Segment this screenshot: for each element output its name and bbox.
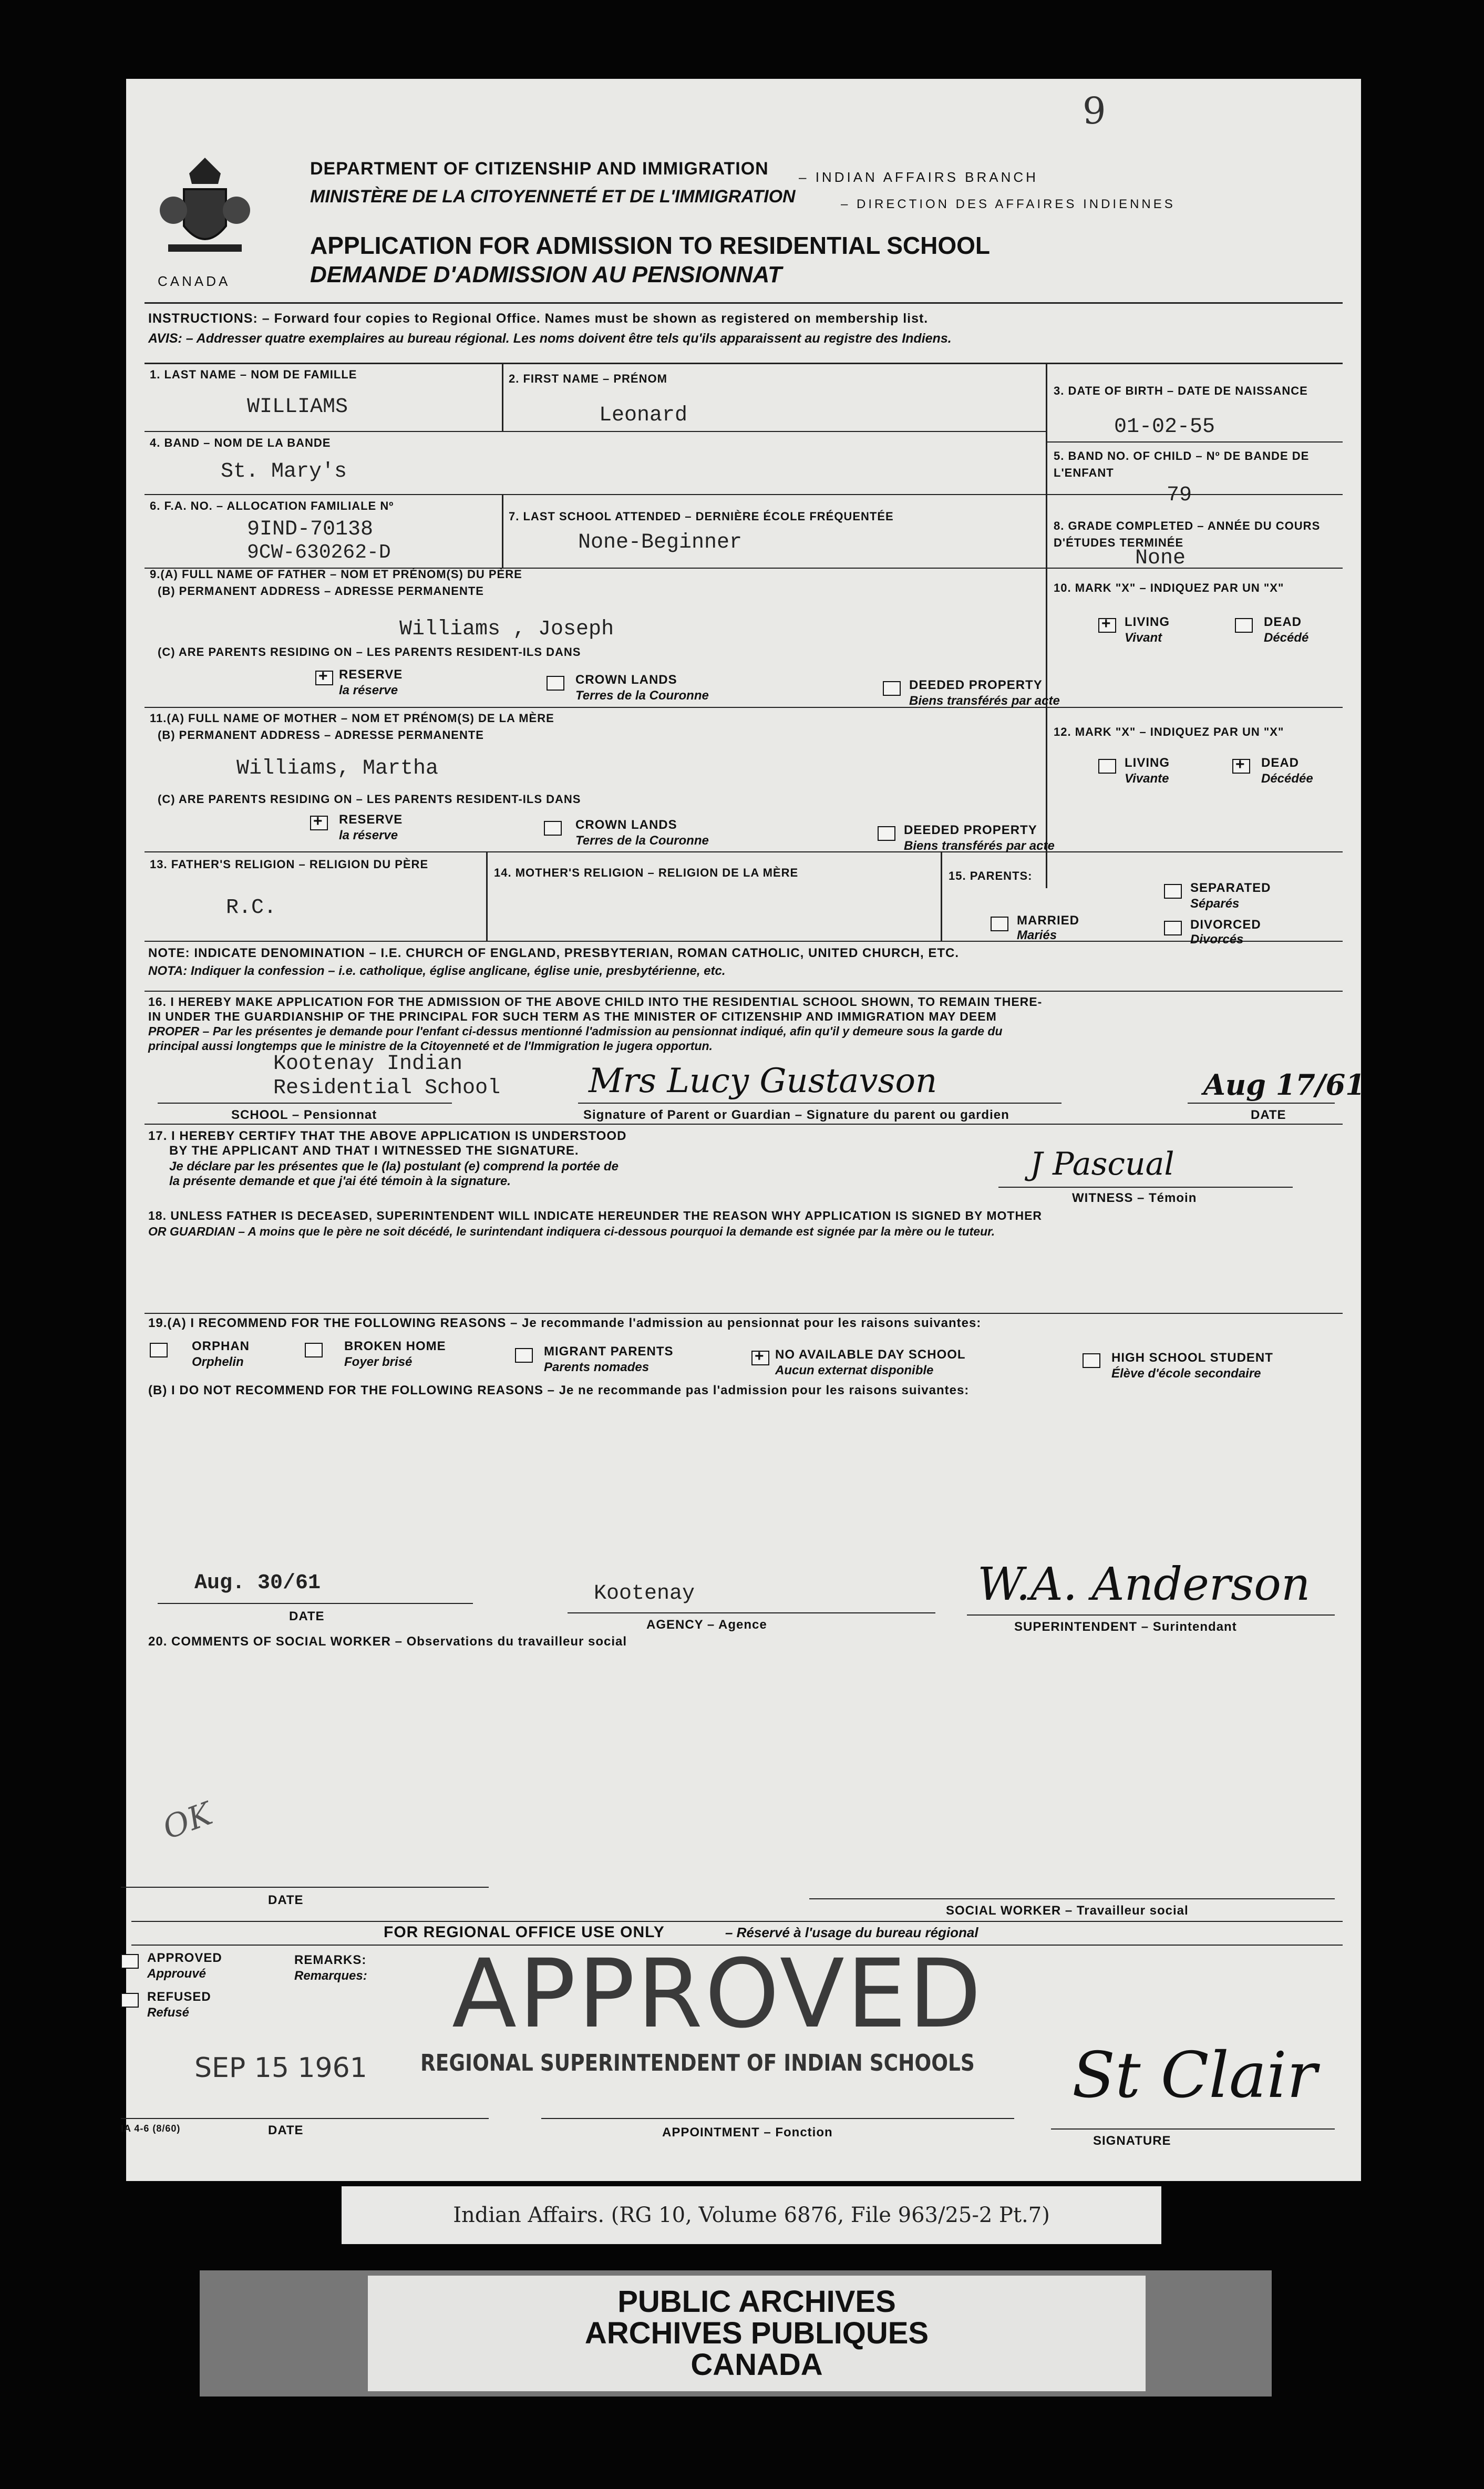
department-en: DEPARTMENT OF CITIZENSHIP AND IMMIGRATION — [310, 159, 769, 179]
mother-reserve-checkbox[interactable] — [310, 816, 328, 830]
refused-checkbox[interactable] — [121, 1993, 139, 2008]
mother-dead-checkbox[interactable] — [1232, 759, 1250, 774]
father-deeded-label: DEEDED PROPERTY — [909, 678, 1043, 692]
band-value[interactable]: St. Mary's — [221, 460, 347, 484]
mother-residing-label: (C) ARE PARENTS RESIDING ON – LES PARENTS RESIDENT-ILS DANS — [158, 793, 581, 806]
broken-home-checkbox[interactable] — [305, 1343, 323, 1357]
branch-fr-text: DIRECTION DES AFFAIRES INDIENNES — [857, 197, 1176, 211]
father-name-value[interactable]: Williams , Joseph — [399, 618, 614, 641]
father-crown-label: CROWN LANDS — [575, 673, 677, 687]
s19-b: (B) I DO NOT RECOMMEND FOR THE FOLLOWING REASONS – Je ne recommande pas l'admission pour les raisons suivantes: — [148, 1383, 970, 1397]
grade-label: 8. GRADE COMPLETED – ANNÉE DU COURS D'ÉTUDES TERMINÉE — [1054, 519, 1321, 549]
remarks-label: REMARKS: — [294, 1953, 367, 1967]
approved-stamp-subtitle: REGIONAL SUPERINTENDENT OF INDIAN SCHOOLS — [420, 2050, 975, 2076]
married-fr: Mariés — [1017, 928, 1057, 942]
witness-signature: J Pascual — [1030, 1146, 1174, 1182]
father-address-label: (B) PERMANENT ADDRESS – ADRESSE PERMANENTE — [158, 584, 484, 598]
parent-sign-date: Aug 17/61 — [1203, 1068, 1365, 1102]
approved-stamp-date: SEP 15 1961 — [194, 2052, 367, 2084]
father-dead-label: DEAD — [1264, 615, 1302, 629]
mother-crown-checkbox[interactable] — [544, 821, 562, 836]
father-reserve-label: RESERVE — [339, 667, 403, 682]
agency-value[interactable]: Kootenay — [594, 1582, 695, 1606]
parents-label: 15. PARENTS: — [949, 869, 1033, 882]
fa-no-value-2[interactable]: 9CW-630262-D — [247, 541, 391, 564]
s16-line3: PROPER – Par les présentes je demande pour l'enfant ci-dessus mentionné l'admission au pensionnat indiqué, afin qu'il y demeure sous la garde du — [148, 1024, 1003, 1038]
married-label: MARRIED — [1017, 913, 1079, 928]
mother-crown-label: CROWN LANDS — [575, 818, 677, 832]
note-fr: NOTA: Indiquer la confession – i.e. catholique, église anglicane, église unie, presbytérienne, etc. — [148, 964, 726, 978]
s16-line1: 16. I HEREBY MAKE APPLICATION FOR THE ADMISSION OF THE ABOVE CHILD INTO THE RESIDENTIAL SCHOOL SHOWN, TO REMAIN THERE- — [148, 995, 1043, 1009]
last-school-value[interactable]: None-Beginner — [578, 531, 743, 554]
mark-x-10-label: 10. MARK "X" – INDIQUEZ PAR UN "X" — [1054, 581, 1284, 594]
comment-date-label: DATE — [268, 1893, 304, 1907]
school-name-1[interactable]: Kootenay Indian — [273, 1052, 463, 1076]
father-living-label: LIVING — [1125, 615, 1170, 629]
s16-line2: IN UNDER THE GUARDIANSHIP OF THE PRINCIPAL FOR SUCH TERM AS THE MINISTER OF CITIZENSHIP AND IMMIGRATION MAY DEEM — [148, 1010, 997, 1023]
appointment-label: APPOINTMENT – Fonction — [662, 2125, 833, 2140]
mother-deeded-label: DEEDED PROPERTY — [904, 823, 1037, 837]
pa-line3: CANADA — [691, 2348, 823, 2382]
no-day-school-checkbox[interactable] — [751, 1351, 769, 1365]
remarks-fr: Remarques: — [294, 1969, 367, 1983]
broken-home-fr: Foyer brisé — [344, 1355, 413, 1369]
father-residing-label: (C) ARE PARENTS RESIDING ON – LES PARENTS RESIDENT-ILS DANS — [158, 645, 581, 659]
divorced-fr: Divorcés — [1190, 932, 1244, 947]
approved-label: APPROVED — [147, 1951, 222, 1965]
fa-no-label: 6. F.A. NO. – ALLOCATION FAMILIALE Nº — [150, 499, 394, 512]
s17-line3: Je déclare par les présentes que le (la) postulant (e) comprend la portée de — [169, 1159, 619, 1174]
s19-a: 19.(A) I RECOMMEND FOR THE FOLLOWING REASONS – Je recommande l'admission au pensionnat pour les raisons suivantes: — [148, 1316, 982, 1330]
mother-dead-fr: Décédée — [1261, 772, 1313, 786]
band-label: 4. BAND – NOM DE LA BANDE — [150, 436, 331, 449]
father-religion-value[interactable]: R.C. — [226, 896, 277, 920]
father-crown-checkbox[interactable] — [547, 676, 564, 691]
father-living-fr: Vivant — [1125, 631, 1162, 645]
approved-checkbox[interactable] — [121, 1954, 139, 1969]
witness-label: WITNESS – Témoin — [1072, 1191, 1197, 1205]
form-title-fr: DEMANDE D'ADMISSION AU PENSIONNAT — [310, 262, 782, 287]
parent-signature: Mrs Lucy Gustavson — [589, 1062, 937, 1100]
signature-label: SIGNATURE — [1093, 2134, 1171, 2148]
mother-crown-fr: Terres de la Couronne — [575, 834, 709, 848]
dob-value[interactable]: 01-02-55 — [1114, 415, 1215, 439]
mark-x-12-label: 12. MARK "X" – INDIQUEZ PAR UN "X" — [1054, 725, 1284, 738]
handwritten-ok: OK — [158, 1795, 218, 1847]
married-checkbox[interactable] — [991, 917, 1008, 931]
no-day-school-fr: Aucun externat disponible — [775, 1363, 934, 1377]
migrant-label: MIGRANT PARENTS — [544, 1344, 674, 1359]
corner-mark: 9 — [1083, 89, 1106, 132]
fa-no-value-1[interactable]: 9IND-70138 — [247, 518, 374, 541]
branch-en-text: INDIAN AFFAIRS BRANCH — [815, 169, 1038, 185]
mother-living-label: LIVING — [1125, 756, 1170, 770]
father-deeded-checkbox[interactable] — [883, 681, 901, 696]
school-name-2[interactable]: Residential School — [273, 1076, 501, 1100]
social-worker-label: SOCIAL WORKER – Travailleur social — [946, 1904, 1189, 1918]
father-reserve-checkbox[interactable] — [315, 671, 333, 685]
approved-stamp: APPROVED — [452, 1939, 984, 2049]
migrant-checkbox[interactable] — [515, 1348, 533, 1363]
band-no-label: 5. BAND NO. OF CHILD – Nº DE BANDE DE L'ENFANT — [1054, 449, 1310, 479]
mother-reserve-label: RESERVE — [339, 812, 403, 827]
father-deeded-fr: Biens transférés par acte — [909, 694, 1060, 708]
divorced-checkbox[interactable] — [1164, 921, 1182, 935]
branch-fr: – DIRECTION DES AFFAIRES INDIENNES — [841, 197, 1176, 211]
refused-label: REFUSED — [147, 1990, 211, 2004]
father-dead-checkbox[interactable] — [1235, 618, 1253, 633]
last-name-value[interactable]: WILLIAMS — [247, 395, 348, 419]
regional-signature: St Clair — [1072, 2039, 1317, 2112]
s20-label: 20. COMMENTS OF SOCIAL WORKER – Observations du travailleur social — [148, 1634, 627, 1649]
father-reserve-fr: la réserve — [339, 683, 398, 697]
school-label: SCHOOL – Pensionnat — [231, 1108, 377, 1122]
mother-religion-label: 14. MOTHER'S RELIGION – RELIGION DE LA MÈRE — [494, 866, 799, 879]
note-en: NOTE: INDICATE DENOMINATION – I.E. CHURCH OF ENGLAND, PRESBYTERIAN, ROMAN CATHOLIC, UNITED CHURCH, ETC. — [148, 946, 959, 960]
agency-label: AGENCY – Agence — [646, 1618, 767, 1632]
separated-checkbox[interactable] — [1164, 884, 1182, 899]
mother-address-label: (B) PERMANENT ADDRESS – ADRESSE PERMANENTE — [158, 728, 484, 742]
orphan-label: ORPHAN — [192, 1339, 250, 1353]
father-dead-fr: Décédé — [1264, 631, 1309, 645]
high-school-fr: Élève d'école secondaire — [1111, 1366, 1261, 1381]
broken-home-label: BROKEN HOME — [344, 1339, 446, 1353]
s17-line1: 17. I HEREBY CERTIFY THAT THE ABOVE APPLICATION IS UNDERSTOOD — [148, 1129, 627, 1143]
grade-value[interactable]: None — [1135, 547, 1186, 570]
mother-living-fr: Vivante — [1125, 772, 1169, 786]
parent-date-label: DATE — [1251, 1108, 1286, 1122]
branch-en: – INDIAN AFFAIRS BRANCH — [799, 169, 1038, 185]
canada-coat-of-arms-icon — [152, 152, 257, 268]
last-name-label: 1. LAST NAME – NOM DE FAMILLE — [150, 368, 357, 381]
no-day-school-label: NO AVAILABLE DAY SCHOOL — [775, 1348, 966, 1362]
instructions-fr: AVIS: – Addresser quatre exemplaires au bureau régional. Les noms doivent être tels qu'ils apparaissent au registre des Indiens. — [148, 331, 952, 346]
father-crown-fr: Terres de la Couronne — [575, 688, 709, 703]
band-no-value[interactable]: 79 — [1167, 484, 1192, 507]
s16-line4: principal aussi longtemps que le ministre de la Citoyenneté et de l'Immigration le jugera opportun. — [148, 1039, 713, 1053]
regional-heading-en: FOR REGIONAL OFFICE USE ONLY — [384, 1924, 665, 1941]
separated-fr: Séparés — [1190, 897, 1240, 911]
superintendent-signature: W.A. Anderson — [977, 1558, 1311, 1611]
mother-living-checkbox[interactable] — [1098, 759, 1116, 774]
regional-heading-fr: – Réservé à l'usage du bureau régional — [725, 1925, 978, 1940]
parent-signature-label: Signature of Parent or Guardian – Signature du parent ou gardien — [583, 1108, 1009, 1122]
form-title-en: APPLICATION FOR ADMISSION TO RESIDENTIAL SCHOOL — [310, 232, 991, 259]
last-school-label: 7. LAST SCHOOL ATTENDED – DERNIÈRE ÉCOLE FRÉQUENTÉE — [509, 510, 894, 523]
recommend-date-label: DATE — [289, 1609, 325, 1623]
mother-name-value[interactable]: Williams, Martha — [236, 757, 439, 780]
mother-name-label: 11.(A) FULL NAME OF MOTHER – NOM ET PRÉNOM(S) DE LA MÈRE — [150, 712, 554, 725]
pa-line2: ARCHIVES PUBLIQUES — [584, 2316, 929, 2350]
first-name-label: 2. FIRST NAME – PRÉNOM — [509, 372, 667, 385]
s17-line2: BY THE APPLICANT AND THAT I WITNESSED THE SIGNATURE. — [169, 1144, 579, 1158]
s17-line4: la présente demande et que j'ai été témoin à la signature. — [169, 1174, 511, 1188]
father-religion-label: 13. FATHER'S RELIGION – RELIGION DU PÈRE — [150, 858, 429, 871]
regional-date-label: DATE — [268, 2123, 304, 2137]
mother-deeded-checkbox[interactable] — [878, 826, 895, 841]
recommend-date[interactable]: Aug. 30/61 — [194, 1571, 321, 1595]
s18-line2: OR GUARDIAN – A moins que le père ne soit décédé, le surintendant indiquera ci-dessous pourquoi la demande est signée par la mère ou le tuteur. — [148, 1225, 995, 1238]
canada-label: CANADA — [158, 273, 231, 289]
mother-deeded-fr: Biens transférés par acte — [904, 839, 1055, 853]
form-number: IA 4-6 (8/60) — [121, 2123, 181, 2134]
divorced-label: DIVORCED — [1190, 918, 1261, 932]
archive-reference: Indian Affairs. (RG 10, Volume 6876, File 963/25-2 Pt.7) — [342, 2186, 1161, 2244]
orphan-checkbox[interactable] — [150, 1343, 168, 1357]
first-name-value[interactable]: Leonard — [599, 404, 688, 427]
public-archives-stamp — [368, 2276, 1146, 2391]
pa-line1: PUBLIC ARCHIVES — [617, 2285, 896, 2319]
father-name-label: 9.(A) FULL NAME OF FATHER – NOM ET PRÉNOM(S) DU PÈRE — [150, 568, 522, 581]
high-school-label: HIGH SCHOOL STUDENT — [1111, 1351, 1273, 1365]
migrant-fr: Parents nomades — [544, 1360, 650, 1374]
mother-reserve-fr: la réserve — [339, 828, 398, 842]
refused-fr: Refusé — [147, 2005, 190, 2020]
approved-fr: Approuvé — [147, 1967, 207, 1981]
dob-label: 3. DATE OF BIRTH – DATE DE NAISSANCE — [1054, 384, 1308, 397]
superintendent-label: SUPERINTENDENT – Surintendant — [1014, 1620, 1237, 1634]
father-living-checkbox[interactable] — [1098, 618, 1116, 633]
separated-label: SEPARATED — [1190, 881, 1271, 895]
high-school-checkbox[interactable] — [1083, 1353, 1100, 1368]
department-fr: MINISTÈRE DE LA CITOYENNETÉ ET DE L'IMMIGRATION — [310, 187, 796, 207]
s18-line1: 18. UNLESS FATHER IS DECEASED, SUPERINTENDENT WILL INDICATE HEREUNDER THE REASON WHY APPLICATION IS SIGNED BY MOTHER — [148, 1209, 1043, 1222]
orphan-fr: Orphelin — [192, 1355, 244, 1369]
instructions-en: INSTRUCTIONS: – Forward four copies to Regional Office. Names must be shown as registered on membership list. — [148, 311, 929, 326]
mother-dead-label: DEAD — [1261, 756, 1300, 770]
